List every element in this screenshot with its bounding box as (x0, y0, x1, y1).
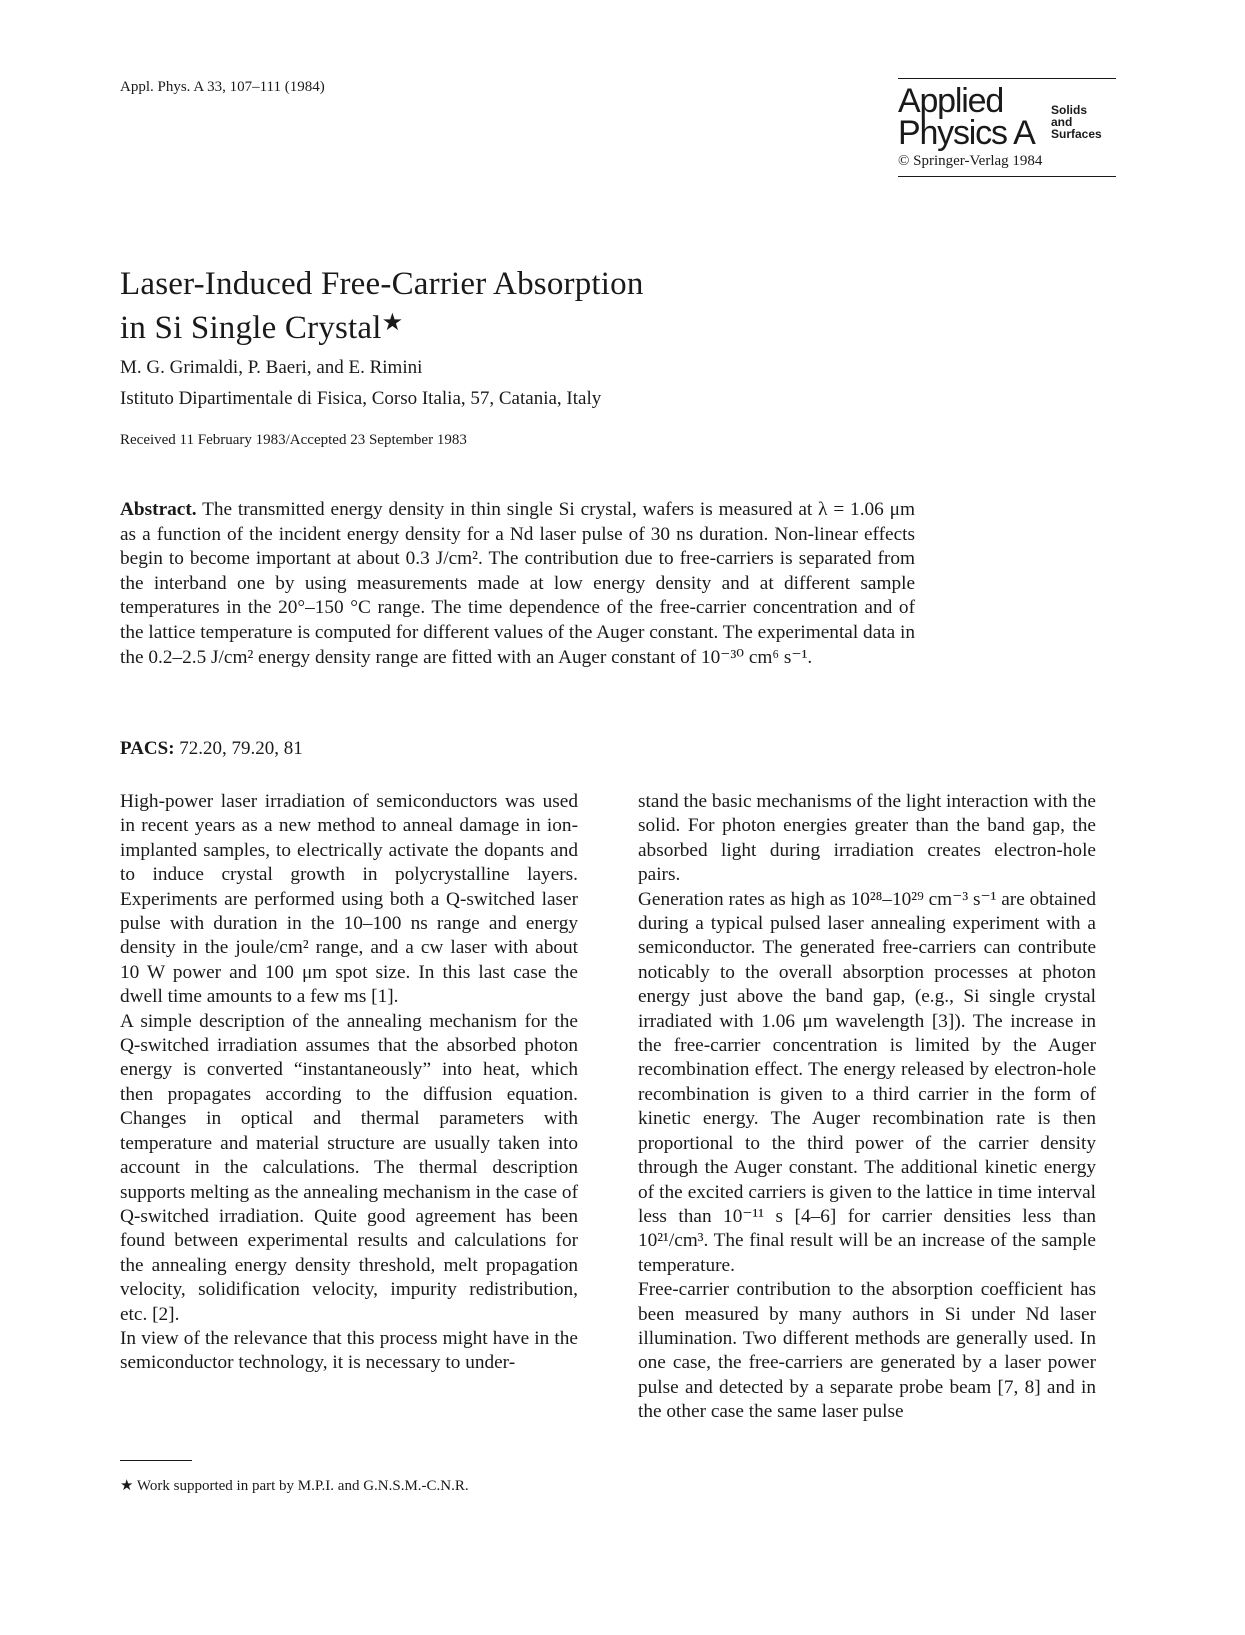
title-line-2 (120, 304, 644, 348)
journal-logo (898, 79, 1116, 151)
pacs-value: 72.20, 79.20, 81 (179, 738, 303, 759)
body-paragraph: Free-carrier contribution to the absorption coefficient has been measured by many authors in Si under Nd laser illumination. Two different methods are generally used. In one case, the free-carriers are generated by a laser power pulse and detected by a separate probe beam [7, 8] and in the other case the same laser pulse (638, 1279, 1096, 1423)
abstract (120, 498, 915, 670)
paper-title (120, 265, 644, 348)
body-paragraph: Generation rates as high as 10²⁸–10²⁹ cm⁻³ s⁻¹ are obtained during a typical pulsed laser annealing experiment with a semiconductor. The generated free-carriers can contribute noticably to the overall absorption processes at photon energy just above the band gap, (e.g., Si single crystal irradiated with 1.06 μm wavelength [3]). The increase in the free-carrier concentration is limited by the Auger recombination effect. The energy released by electron-hole recombination is given to a third carrier in the form of kinetic energy. The Auger recombination rate is then proportional to the third power of the carrier density through the Auger constant. The additional kinetic energy of the excited carriers is given to the lattice in time interval less than 10⁻¹¹ s [4–6] for carrier densities less than 10²¹/cm³. The final result will be an increase of the sample temperature. (638, 888, 1096, 1276)
received-dates: Received 11 February 1983/Accepted 23 September 1983 (120, 432, 467, 448)
authors: M. G. Grimaldi, P. Baeri, and E. Rimini (120, 357, 423, 378)
abstract-text: The transmitted energy density in thin single Si crystal, wafers is measured at λ = 1.06 μm as a function of the incident energy density for a Nd laser pulse of 30 ns duration. Non-linear effects begin to become important at about 0.3 J/cm². The contribution due to free-carriers is separated from the interband one by using measurements made at low energy density and at different sample temperatures in the 20°–150 °C range. The time dependence of the free-carrier concentration and of the lattice temperature is computed for different values of the Auger constant. The experimental data in the 0.2–2.5 J/cm² energy density range are fitted with an Auger constant of 10⁻³⁰ cm⁶ s⁻¹. (120, 499, 915, 668)
abstract-label: Abstract. (120, 499, 197, 520)
footnote-rule (120, 1460, 192, 1461)
logo-subtitle (1051, 104, 1102, 140)
title-line-1: Laser-Induced Free-Carrier Absorption (120, 266, 644, 302)
logo-physics-a: Physics A (898, 114, 1035, 152)
body-paragraph: In view of the relevance that this process might have in the semiconductor technology, it is necessary to under- (120, 1327, 578, 1374)
logo-subtitle-and: and (1051, 115, 1073, 129)
body-right-column (638, 790, 1096, 1425)
title-footnote-star: ★ (381, 310, 404, 336)
logo-subtitle-solids: Solids (1051, 103, 1088, 117)
body-paragraph: High-power laser irradiation of semiconductors was used in recent years as a new method to anneal damage in ion-implanted samples, to electrically activate the dopants and to induce crystal growth in polycrystalline layers. Experiments are performed using both a Q-switched laser pulse with duration in the 10–100 ns range and energy density in the joule/cm² range, and a cw laser with about 10 W power and 100 μm spot size. In this last case the dwell time amounts to a few ms [1]. (120, 791, 578, 1008)
logo-subtitle-surfaces: Surfaces (1051, 127, 1102, 141)
body-paragraph: A simple description of the annealing mechanism for the Q-switched irradiation assumes that the absorbed photon energy is converted “instantaneously” into heat, which then propagates according to the diffusion equation. Changes in optical and thermal parameters with temperature and material structure are usually taken into account in the calculations. The thermal description supports melting as the annealing mechanism in the case of Q-switched irradiation. Quite good agreement has been found between experimental results and calculations for the annealing energy density threshold, melt propagation velocity, solidification velocity, impurity redistribution, etc. [2]. (120, 1010, 578, 1325)
body-left-column (120, 790, 578, 1376)
title-line-2-text: in Si Single Crystal (120, 310, 382, 346)
journal-citation: Appl. Phys. A 33, 107–111 (1984) (120, 79, 325, 95)
logo-applied: Applied (898, 82, 1004, 120)
affiliation: Istituto Dipartimentale di Fisica, Corso Italia, 57, Catania, Italy (120, 388, 602, 409)
publisher-copyright: © Springer-Verlag 1984 (898, 153, 1116, 177)
body-paragraph: stand the basic mechanisms of the light interaction with the solid. For photon energies greater than the band gap, the absorbed light during irradiation creates electron-hole pairs. (638, 791, 1096, 886)
pacs-label: PACS: (120, 738, 175, 759)
journal-logo-block (898, 78, 1116, 177)
pacs (120, 738, 303, 760)
footnote: ★ Work supported in part by M.P.I. and G.N.S.M.-C.N.R. (120, 1478, 469, 1494)
